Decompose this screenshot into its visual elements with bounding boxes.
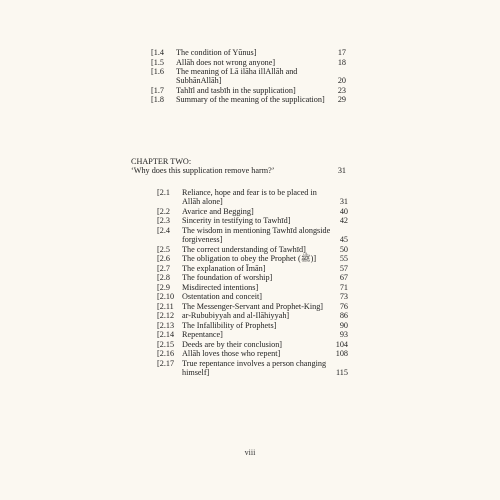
toc-entry-number: [1.4 [151, 48, 164, 57]
toc-entry [151, 86, 346, 95]
toc-entry-title: The obligation to obey the Prophet (ﷺ)] [182, 254, 317, 264]
toc-entry-page-number: 115 [336, 367, 348, 377]
toc-entry-page-number: 50 [339, 244, 348, 254]
toc-entry [157, 311, 348, 320]
toc-entry-page-number: 20 [337, 76, 346, 86]
toc-entry [157, 302, 348, 311]
toc-entry [157, 216, 348, 225]
toc-entry-number: [2.14 [157, 330, 175, 340]
toc-entry-number: [2.17 [157, 358, 175, 368]
toc-entry-number: [2.13 [157, 320, 175, 330]
toc-entry-title: Reliance, hope and fear is to be placed in [182, 188, 317, 197]
toc-entry-title: forgiveness] [182, 235, 223, 245]
toc-entry [157, 321, 348, 330]
toc-entry-number: [2.7 [157, 263, 170, 273]
toc-entry-title: Allāh does not wrong anyone] [176, 57, 276, 67]
toc-entry-page-number: 55 [339, 254, 348, 264]
toc-entry-page-number: 104 [335, 339, 348, 349]
toc-entry-number: [2.11 [157, 301, 174, 311]
toc-entry-title: The condition of Yūnus] [176, 48, 257, 57]
toc-entry-title: Avarice and Begging] [182, 206, 254, 216]
toc-entry-number: [2.1 [157, 188, 170, 197]
toc-entry-page-number: 108 [335, 349, 348, 359]
toc-entry-title: The explanation of Īmān] [182, 263, 266, 273]
toc-entry-title: True repentance involves a person changing [182, 358, 327, 368]
toc-entry-title: himself] [182, 367, 210, 377]
toc-entry-title: Sincerity in testifying to Tawhīd] [182, 216, 291, 226]
toc-entry-number: [2.9 [157, 282, 170, 292]
chapter-subtitle: ‘Why does this supplication remove harm?’ [131, 166, 275, 175]
toc-entry-page-number: 31 [339, 197, 348, 207]
toc-entry-title: The Messenger-Servant and Prophet-King] [182, 301, 324, 311]
toc-entry-number: [2.6 [157, 254, 170, 264]
toc-entry-number: [1.5 [151, 57, 164, 67]
toc-entry-title: Deeds are by their conclusion] [182, 339, 283, 349]
toc-entry-number: [1.7 [151, 85, 164, 95]
toc-entry-page-number: 90 [339, 320, 348, 330]
toc-entry-number: [2.5 [157, 244, 170, 254]
toc-entry-page-number: 23 [337, 85, 346, 95]
toc-entry-page-number: 67 [339, 273, 348, 283]
toc-entry-page-number: 40 [339, 206, 348, 216]
toc-entry-number: [2.2 [157, 206, 170, 216]
page-folio: viii [244, 448, 256, 457]
toc-entry [151, 95, 346, 104]
toc-entry-page-number: 71 [339, 282, 348, 292]
toc-entry-page-number: 45 [339, 235, 348, 245]
toc-entry [157, 340, 348, 349]
toc-entry-number: [2.8 [157, 273, 170, 283]
toc-entry [157, 207, 348, 216]
toc-entry-title: Misdirected intentions] [182, 282, 259, 292]
toc-entry [157, 188, 348, 207]
toc-entry [157, 245, 348, 254]
toc-entry [157, 359, 348, 378]
toc-entry-page-number: 57 [339, 263, 348, 273]
toc-entry-title: Allāh alone] [182, 197, 223, 207]
toc-entry-title: The wisdom in mentioning Tawhīd alongside [182, 225, 331, 235]
chapter-page-number: 31 [337, 166, 346, 175]
toc-entry-number: [1.8 [151, 95, 164, 105]
toc-entry-page-number: 86 [339, 311, 348, 321]
toc-entry [151, 67, 346, 86]
toc-entry-page-number: 17 [337, 48, 346, 57]
toc-entry [157, 264, 348, 273]
toc-entry [157, 330, 348, 339]
toc-entry [157, 283, 348, 292]
toc-entry-number: [1.6 [151, 67, 164, 76]
toc-entry [157, 254, 348, 263]
toc-entry-number: [2.4 [157, 225, 170, 235]
toc-entry [157, 226, 348, 245]
toc-entry-number: [2.15 [157, 339, 175, 349]
toc-entry-page-number: 73 [339, 292, 348, 302]
toc-entry-number: [2.12 [157, 311, 175, 321]
toc-entry-title: ar-Rububiyyah and al-Ilāhiyyah] [182, 311, 290, 321]
toc-entry-title: The foundation of worship] [182, 273, 273, 283]
toc-entry-title: The Infallibility of Prophets] [182, 320, 277, 330]
toc-entry-page-number: 18 [337, 57, 346, 67]
toc-entry [151, 48, 346, 57]
toc-entry-page-number: 29 [337, 95, 346, 105]
toc-entry-title: Tahlīl and tasbīh in the supplication] [176, 85, 296, 95]
chapter-heading: CHAPTER TWO: [131, 157, 192, 166]
toc-entry-title: Allāh loves those who repent] [182, 349, 281, 359]
toc-entry-title: The correct understanding of Tawhīd] [182, 244, 306, 254]
toc-entry-number: [2.10 [157, 292, 175, 302]
toc-entry-number: [2.3 [157, 216, 170, 226]
toc-entry-page-number: 76 [339, 301, 348, 311]
toc-entry-title: The meaning of Lā ilāha illAllāh and [176, 67, 298, 76]
toc-entry-number: [2.16 [157, 349, 175, 359]
toc-entry-title: Ostentation and conceit] [182, 292, 263, 302]
toc-entry-page-number: 42 [339, 216, 348, 226]
toc-entry-title: Summary of the meaning of the supplication] [176, 95, 325, 105]
toc-entry [157, 292, 348, 301]
toc-entry-page-number: 93 [339, 330, 348, 340]
toc-entry-title: Repentance] [182, 330, 223, 340]
toc-entry [151, 58, 346, 67]
toc-entry [157, 273, 348, 282]
toc-entry [157, 349, 348, 358]
toc-entry-title: SubhānAllāh] [176, 76, 222, 86]
